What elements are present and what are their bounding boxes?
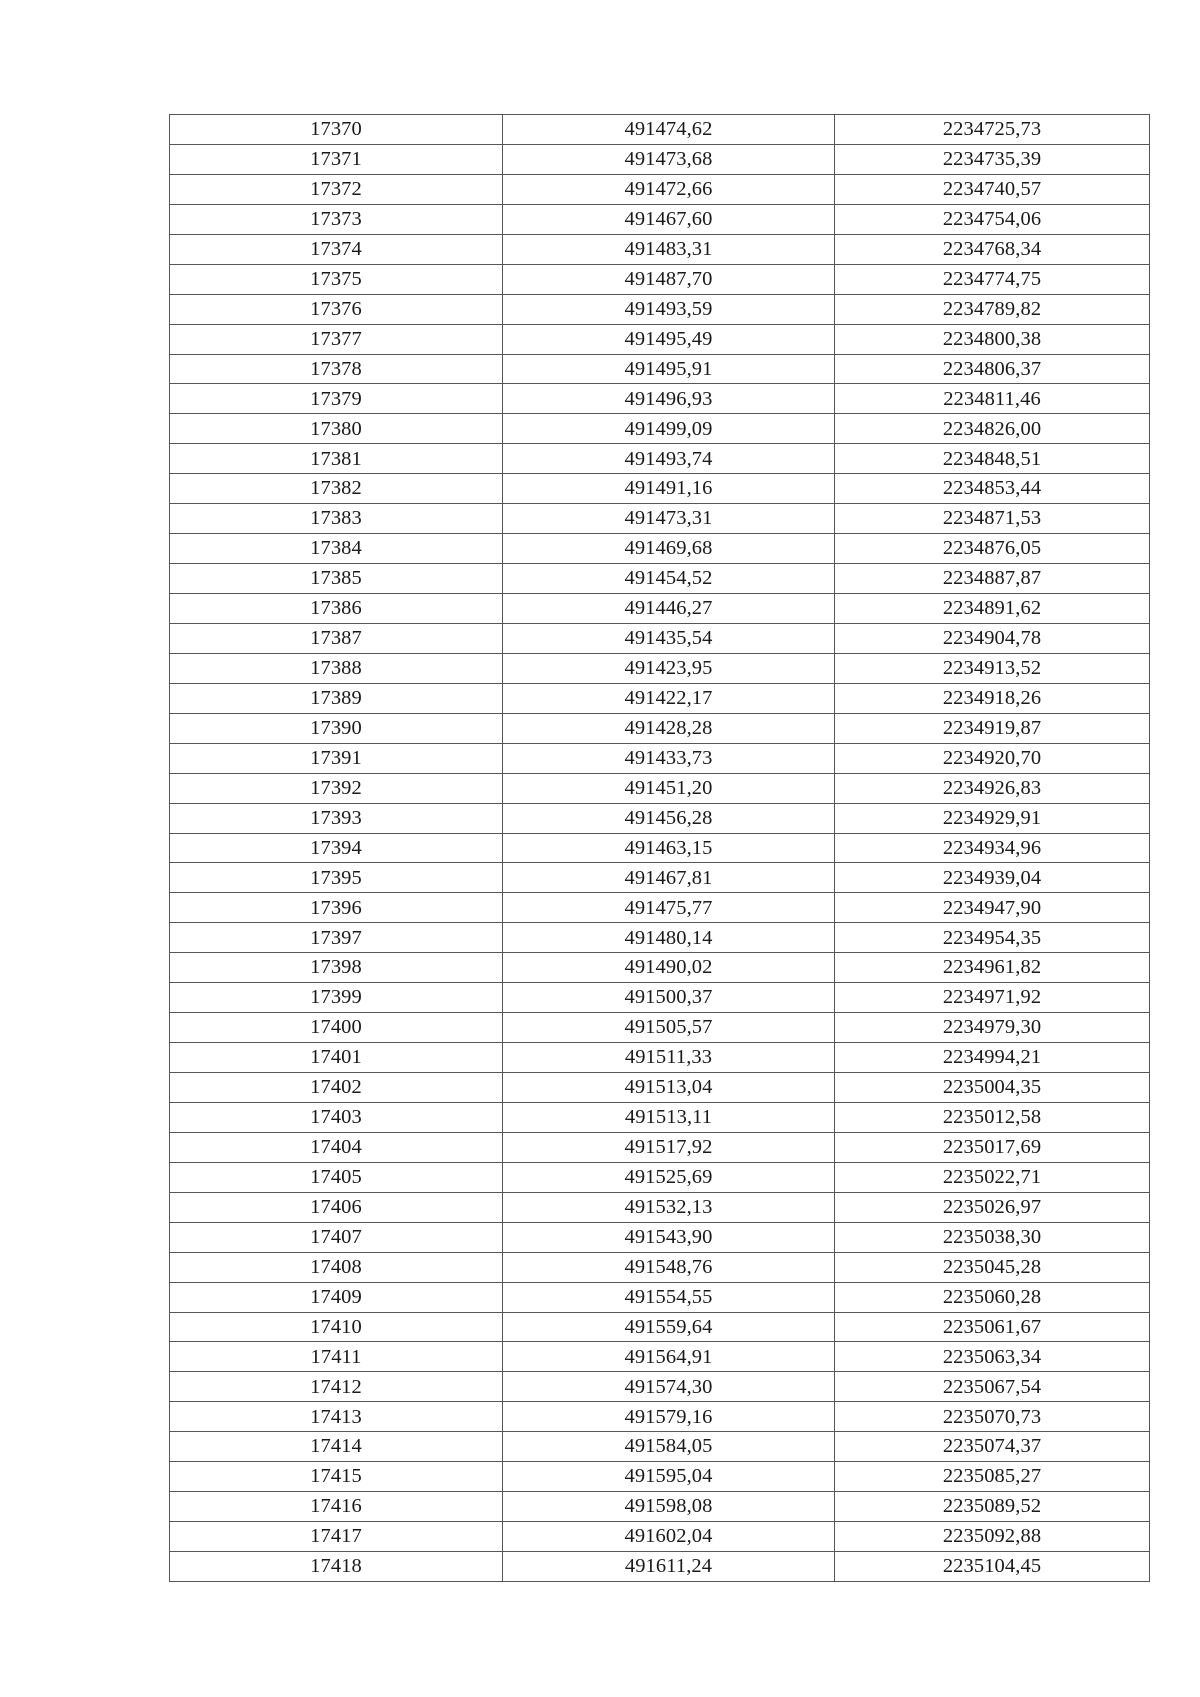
y-coordinate-cell: 2234876,05 [835,534,1150,564]
point-number-cell: 17383 [170,504,503,534]
y-coordinate-cell: 2234754,06 [835,204,1150,234]
table-row [170,1402,1150,1432]
x-coordinate-cell: 491598,08 [503,1492,835,1522]
x-coordinate-cell: 491499,09 [503,414,835,444]
y-coordinate-cell: 2235063,34 [835,1342,1150,1372]
x-coordinate-cell: 491496,93 [503,384,835,414]
point-number-cell: 17370 [170,115,503,145]
table-row [170,953,1150,983]
y-coordinate-cell: 2234913,52 [835,653,1150,683]
y-coordinate-cell: 2234971,92 [835,983,1150,1013]
x-coordinate-cell: 491472,66 [503,174,835,204]
x-coordinate-cell: 491456,28 [503,803,835,833]
point-number-cell: 17418 [170,1552,503,1582]
point-number-cell: 17379 [170,384,503,414]
point-number-cell: 17382 [170,474,503,504]
table-row [170,1342,1150,1372]
x-coordinate-cell: 491483,31 [503,234,835,264]
table-row [170,1462,1150,1492]
x-coordinate-cell: 491490,02 [503,953,835,983]
point-number-cell: 17401 [170,1043,503,1073]
point-number-cell: 17398 [170,953,503,983]
point-number-cell: 17412 [170,1372,503,1402]
x-coordinate-cell: 491463,15 [503,833,835,863]
x-coordinate-cell: 491548,76 [503,1252,835,1282]
y-coordinate-cell: 2234806,37 [835,354,1150,384]
x-coordinate-cell: 491473,68 [503,144,835,174]
x-coordinate-cell: 491446,27 [503,594,835,624]
point-number-cell: 17405 [170,1162,503,1192]
x-coordinate-cell: 491564,91 [503,1342,835,1372]
table-row [170,833,1150,863]
y-coordinate-cell: 2234926,83 [835,773,1150,803]
y-coordinate-cell: 2234789,82 [835,294,1150,324]
x-coordinate-cell: 491493,59 [503,294,835,324]
point-number-cell: 17391 [170,743,503,773]
y-coordinate-cell: 2234774,75 [835,264,1150,294]
x-coordinate-cell: 491423,95 [503,653,835,683]
table-row [170,1282,1150,1312]
point-number-cell: 17403 [170,1102,503,1132]
table-row [170,234,1150,264]
y-coordinate-cell: 2235089,52 [835,1492,1150,1522]
point-number-cell: 17410 [170,1312,503,1342]
y-coordinate-cell: 2235004,35 [835,1073,1150,1103]
table-row [170,1162,1150,1192]
y-coordinate-cell: 2235060,28 [835,1282,1150,1312]
x-coordinate-cell: 491480,14 [503,923,835,953]
table-row [170,683,1150,713]
point-number-cell: 17373 [170,204,503,234]
table-row [170,594,1150,624]
y-coordinate-cell: 2235085,27 [835,1462,1150,1492]
point-number-cell: 17381 [170,444,503,474]
point-number-cell: 17376 [170,294,503,324]
x-coordinate-cell: 491595,04 [503,1462,835,1492]
point-number-cell: 17388 [170,653,503,683]
point-number-cell: 17399 [170,983,503,1013]
table-row [170,564,1150,594]
table-row [170,713,1150,743]
table-row [170,653,1150,683]
point-number-cell: 17414 [170,1432,503,1462]
x-coordinate-cell: 491467,81 [503,863,835,893]
point-number-cell: 17408 [170,1252,503,1282]
x-coordinate-cell: 491493,74 [503,444,835,474]
table-row [170,414,1150,444]
point-number-cell: 17392 [170,773,503,803]
table-row [170,204,1150,234]
point-number-cell: 17396 [170,893,503,923]
table-row [170,1102,1150,1132]
y-coordinate-cell: 2235092,88 [835,1522,1150,1552]
coordinates-table-body [170,115,1150,1582]
table-row [170,1552,1150,1582]
table-row [170,1043,1150,1073]
x-coordinate-cell: 491422,17 [503,683,835,713]
table-row [170,863,1150,893]
point-number-cell: 17384 [170,534,503,564]
y-coordinate-cell: 2234954,35 [835,923,1150,953]
point-number-cell: 17372 [170,174,503,204]
table-row [170,983,1150,1013]
coordinates-table [169,114,1150,1582]
x-coordinate-cell: 491495,49 [503,324,835,354]
table-row [170,1372,1150,1402]
table-row [170,1252,1150,1282]
y-coordinate-cell: 2234891,62 [835,594,1150,624]
x-coordinate-cell: 491473,31 [503,504,835,534]
point-number-cell: 17385 [170,564,503,594]
point-number-cell: 17407 [170,1222,503,1252]
point-number-cell: 17377 [170,324,503,354]
y-coordinate-cell: 2234740,57 [835,174,1150,204]
point-number-cell: 17387 [170,623,503,653]
point-number-cell: 17378 [170,354,503,384]
x-coordinate-cell: 491454,52 [503,564,835,594]
y-coordinate-cell: 2234904,78 [835,623,1150,653]
x-coordinate-cell: 491513,11 [503,1102,835,1132]
y-coordinate-cell: 2235038,30 [835,1222,1150,1252]
y-coordinate-cell: 2235070,73 [835,1402,1150,1432]
point-number-cell: 17416 [170,1492,503,1522]
x-coordinate-cell: 491579,16 [503,1402,835,1432]
point-number-cell: 17413 [170,1402,503,1432]
y-coordinate-cell: 2234800,38 [835,324,1150,354]
y-coordinate-cell: 2235061,67 [835,1312,1150,1342]
point-number-cell: 17389 [170,683,503,713]
y-coordinate-cell: 2234934,96 [835,833,1150,863]
x-coordinate-cell: 491428,28 [503,713,835,743]
table-row [170,743,1150,773]
x-coordinate-cell: 491474,62 [503,115,835,145]
y-coordinate-cell: 2234887,87 [835,564,1150,594]
table-row [170,324,1150,354]
table-row [170,504,1150,534]
x-coordinate-cell: 491574,30 [503,1372,835,1402]
x-coordinate-cell: 491469,68 [503,534,835,564]
table-row [170,354,1150,384]
x-coordinate-cell: 491611,24 [503,1552,835,1582]
y-coordinate-cell: 2234853,44 [835,474,1150,504]
y-coordinate-cell: 2234811,46 [835,384,1150,414]
table-row [170,1192,1150,1222]
point-number-cell: 17417 [170,1522,503,1552]
y-coordinate-cell: 2234939,04 [835,863,1150,893]
table-row [170,474,1150,504]
point-number-cell: 17394 [170,833,503,863]
x-coordinate-cell: 491505,57 [503,1013,835,1043]
x-coordinate-cell: 491475,77 [503,893,835,923]
y-coordinate-cell: 2234994,21 [835,1043,1150,1073]
table-row [170,264,1150,294]
y-coordinate-cell: 2235022,71 [835,1162,1150,1192]
table-row [170,384,1150,414]
table-row [170,773,1150,803]
x-coordinate-cell: 491491,16 [503,474,835,504]
x-coordinate-cell: 491532,13 [503,1192,835,1222]
y-coordinate-cell: 2234826,00 [835,414,1150,444]
point-number-cell: 17374 [170,234,503,264]
x-coordinate-cell: 491511,33 [503,1043,835,1073]
table-row [170,623,1150,653]
y-coordinate-cell: 2235017,69 [835,1132,1150,1162]
point-number-cell: 17411 [170,1342,503,1372]
x-coordinate-cell: 491495,91 [503,354,835,384]
table-row [170,1073,1150,1103]
point-number-cell: 17380 [170,414,503,444]
table-row [170,174,1150,204]
y-coordinate-cell: 2234929,91 [835,803,1150,833]
y-coordinate-cell: 2235026,97 [835,1192,1150,1222]
y-coordinate-cell: 2234918,26 [835,683,1150,713]
y-coordinate-cell: 2235012,58 [835,1102,1150,1132]
point-number-cell: 17395 [170,863,503,893]
point-number-cell: 17375 [170,264,503,294]
y-coordinate-cell: 2235074,37 [835,1432,1150,1462]
x-coordinate-cell: 491451,20 [503,773,835,803]
y-coordinate-cell: 2235067,54 [835,1372,1150,1402]
x-coordinate-cell: 491487,70 [503,264,835,294]
x-coordinate-cell: 491517,92 [503,1132,835,1162]
x-coordinate-cell: 491525,69 [503,1162,835,1192]
y-coordinate-cell: 2235045,28 [835,1252,1150,1282]
y-coordinate-cell: 2234735,39 [835,144,1150,174]
point-number-cell: 17415 [170,1462,503,1492]
y-coordinate-cell: 2235104,45 [835,1552,1150,1582]
table-row [170,893,1150,923]
x-coordinate-cell: 491435,54 [503,623,835,653]
point-number-cell: 17371 [170,144,503,174]
y-coordinate-cell: 2234961,82 [835,953,1150,983]
x-coordinate-cell: 491602,04 [503,1522,835,1552]
table-row [170,1492,1150,1522]
point-number-cell: 17386 [170,594,503,624]
point-number-cell: 17393 [170,803,503,833]
y-coordinate-cell: 2234919,87 [835,713,1150,743]
y-coordinate-cell: 2234768,34 [835,234,1150,264]
table-row [170,1132,1150,1162]
y-coordinate-cell: 2234947,90 [835,893,1150,923]
table-row [170,923,1150,953]
table-row [170,1013,1150,1043]
table-row [170,534,1150,564]
x-coordinate-cell: 491433,73 [503,743,835,773]
x-coordinate-cell: 491467,60 [503,204,835,234]
table-row [170,144,1150,174]
table-row [170,444,1150,474]
point-number-cell: 17409 [170,1282,503,1312]
y-coordinate-cell: 2234848,51 [835,444,1150,474]
point-number-cell: 17406 [170,1192,503,1222]
point-number-cell: 17397 [170,923,503,953]
point-number-cell: 17404 [170,1132,503,1162]
y-coordinate-cell: 2234871,53 [835,504,1150,534]
y-coordinate-cell: 2234920,70 [835,743,1150,773]
point-number-cell: 17400 [170,1013,503,1043]
x-coordinate-cell: 491554,55 [503,1282,835,1312]
table-row [170,1222,1150,1252]
x-coordinate-cell: 491584,05 [503,1432,835,1462]
table-row [170,1312,1150,1342]
x-coordinate-cell: 491559,64 [503,1312,835,1342]
point-number-cell: 17402 [170,1073,503,1103]
table-row [170,115,1150,145]
point-number-cell: 17390 [170,713,503,743]
y-coordinate-cell: 2234979,30 [835,1013,1150,1043]
table-row [170,1522,1150,1552]
y-coordinate-cell: 2234725,73 [835,115,1150,145]
x-coordinate-cell: 491500,37 [503,983,835,1013]
table-row [170,803,1150,833]
table-row [170,294,1150,324]
x-coordinate-cell: 491513,04 [503,1073,835,1103]
x-coordinate-cell: 491543,90 [503,1222,835,1252]
table-row [170,1432,1150,1462]
